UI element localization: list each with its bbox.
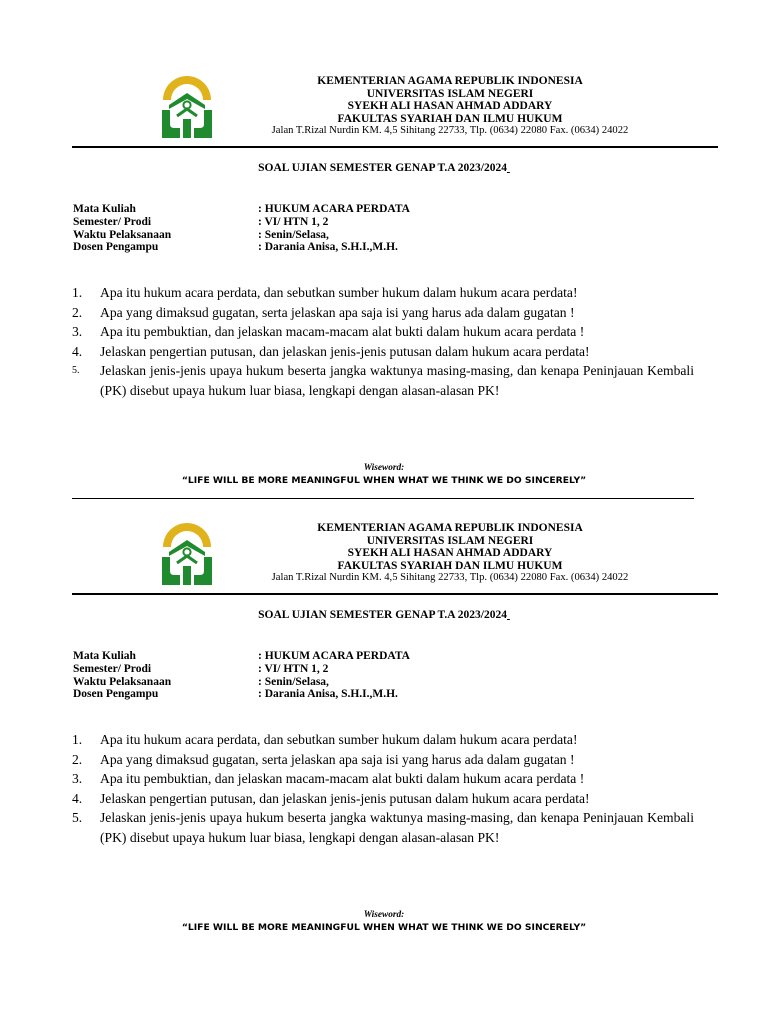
question-text: Jelaskan pengertian putusan, dan jelaskan jenis-jenis putusan dalam hukum acara perdata! bbox=[100, 790, 590, 806]
letterhead-line: KEMENTERIAN AGAMA REPUBLIK INDONESIA bbox=[317, 75, 583, 87]
question-item bbox=[72, 789, 694, 809]
question-item bbox=[72, 808, 694, 847]
question-number: 1. bbox=[72, 732, 83, 747]
exam-title: SOAL UJIAN SEMESTER GENAP T.A 2023/2024 bbox=[258, 162, 507, 174]
letterhead-line: FAKULTAS SYARIAH DAN ILMU HUKUM bbox=[337, 112, 563, 125]
letterhead-address: Jalan T.Rizal Nurdin KM. 4,5 Sihitang 22733, Tlp. (0634) 22080 Fax. (0634) 24022 bbox=[271, 572, 629, 584]
sheet-separator bbox=[72, 498, 694, 499]
info-row bbox=[73, 688, 410, 701]
wiseword bbox=[0, 909, 768, 934]
letterhead-address: Jalan T.Rizal Nurdin KM. 4,5 Sihitang 22733, Tlp. (0634) 22080 Fax. (0634) 24022 bbox=[271, 125, 629, 137]
question-number: 2. bbox=[72, 304, 83, 320]
header-divider bbox=[72, 146, 718, 148]
question-item bbox=[72, 730, 694, 750]
header-divider bbox=[72, 593, 718, 595]
question-item bbox=[72, 342, 694, 362]
question-item bbox=[72, 750, 694, 770]
question-item bbox=[72, 322, 694, 342]
question-number: 2. bbox=[72, 751, 83, 767]
wiseword-quote: “LIFE WILL BE MORE MEANINGFUL WHEN WHAT WE THINK WE DO SINCERELY” bbox=[181, 475, 587, 486]
question-number: 4. bbox=[72, 790, 83, 806]
question-text: Apa itu hukum acara perdata, dan sebutkan sumber hukum dalam hukum acara perdata! bbox=[100, 285, 578, 300]
letterhead-line: KEMENTERIAN AGAMA REPUBLIK INDONESIA bbox=[317, 522, 583, 534]
exam-title: SOAL UJIAN SEMESTER GENAP T.A 2023/2024 bbox=[258, 609, 507, 621]
question-item bbox=[72, 361, 694, 400]
info-label: Waktu Pelaksanaan bbox=[73, 228, 172, 241]
letterhead-line: SYEKH ALI HASAN AHMAD ADDARY bbox=[347, 100, 553, 113]
info-value: : VI/ HTN 1, 2 bbox=[258, 662, 329, 675]
info-label: Semester/ Prodi bbox=[73, 215, 152, 228]
info-value: : Darania Anisa, S.H.I.,M.H. bbox=[258, 688, 398, 701]
university-logo bbox=[158, 519, 216, 587]
info-value: : VI/ HTN 1, 2 bbox=[258, 215, 329, 228]
info-label: Mata Kuliah bbox=[73, 650, 136, 662]
letterhead-line: UNIVERSITAS ISLAM NEGERI bbox=[366, 87, 534, 100]
letterhead-line: FAKULTAS SYARIAH DAN ILMU HUKUM bbox=[337, 559, 563, 572]
info-row bbox=[73, 663, 410, 676]
info-label: Semester/ Prodi bbox=[73, 662, 152, 675]
letterhead bbox=[252, 75, 648, 138]
wiseword-quote: “LIFE WILL BE MORE MEANINGFUL WHEN WHAT WE THINK WE DO SINCERELY” bbox=[181, 922, 587, 933]
question-text: Jelaskan pengertian putusan, dan jelaskan jenis-jenis putusan dalam hukum acara perdata! bbox=[100, 343, 590, 359]
wiseword bbox=[0, 462, 768, 487]
info-row bbox=[73, 650, 410, 663]
info-value: : Senin/Selasa, bbox=[258, 228, 329, 241]
question-number: 4. bbox=[72, 343, 83, 359]
info-row bbox=[73, 676, 410, 689]
question-list bbox=[72, 283, 694, 401]
info-value: : HUKUM ACARA PERDATA bbox=[258, 650, 410, 662]
info-label: Mata Kuliah bbox=[73, 203, 136, 215]
question-text: Apa yang dimaksud gugatan, serta jelaskan apa saja isi yang harus ada dalam gugatan ! bbox=[100, 304, 575, 320]
letterhead-line: SYEKH ALI HASAN AHMAD ADDARY bbox=[347, 547, 553, 560]
university-logo bbox=[158, 72, 216, 140]
question-number: 3. bbox=[72, 771, 83, 787]
info-label: Dosen Pengampu bbox=[73, 241, 159, 254]
wiseword-label: Wiseword: bbox=[363, 463, 405, 473]
info-label: Dosen Pengampu bbox=[73, 688, 159, 701]
info-value: : Senin/Selasa, bbox=[258, 675, 329, 688]
info-row bbox=[73, 203, 410, 216]
info-value: : Darania Anisa, S.H.I.,M.H. bbox=[258, 241, 398, 254]
question-number: 1. bbox=[72, 285, 83, 300]
question-text: Apa itu pembuktian, dan jelaskan macam-macam alat bukti dalam hukum acara perdata ! bbox=[100, 324, 585, 340]
question-number: 3. bbox=[72, 324, 83, 340]
letterhead-line: UNIVERSITAS ISLAM NEGERI bbox=[366, 534, 534, 547]
question-text: Jelaskan jenis-jenis upaya hukum beserta jangka waktunya masing-masing, dan kenapa Peninjauan Kembali (PK) disebut upaya hukum luar biasa, lengkapi dengan alasan-alasan PK! bbox=[100, 810, 694, 845]
wiseword-label: Wiseword: bbox=[363, 910, 405, 920]
question-number: 5. bbox=[72, 810, 83, 826]
question-item bbox=[72, 283, 694, 303]
letterhead bbox=[252, 522, 648, 585]
question-item bbox=[72, 769, 694, 789]
question-text: Apa itu pembuktian, dan jelaskan macam-macam alat bukti dalam hukum acara perdata ! bbox=[100, 771, 585, 787]
info-value: : HUKUM ACARA PERDATA bbox=[258, 203, 410, 215]
question-number: 5. bbox=[72, 365, 80, 377]
question-text: Apa itu hukum acara perdata, dan sebutkan sumber hukum dalam hukum acara perdata! bbox=[100, 732, 578, 747]
question-list bbox=[72, 730, 694, 848]
info-row bbox=[73, 229, 410, 242]
exam-info bbox=[73, 203, 410, 254]
info-row bbox=[73, 241, 410, 254]
question-text: Apa yang dimaksud gugatan, serta jelaskan apa saja isi yang harus ada dalam gugatan ! bbox=[100, 751, 575, 767]
info-label: Waktu Pelaksanaan bbox=[73, 675, 172, 688]
exam-info bbox=[73, 650, 410, 701]
question-text: Jelaskan jenis-jenis upaya hukum beserta jangka waktunya masing-masing, dan kenapa Peninjauan Kembali (PK) disebut upaya hukum luar biasa, lengkapi dengan alasan-alasan PK! bbox=[100, 363, 694, 398]
info-row bbox=[73, 216, 410, 229]
question-item bbox=[72, 303, 694, 323]
